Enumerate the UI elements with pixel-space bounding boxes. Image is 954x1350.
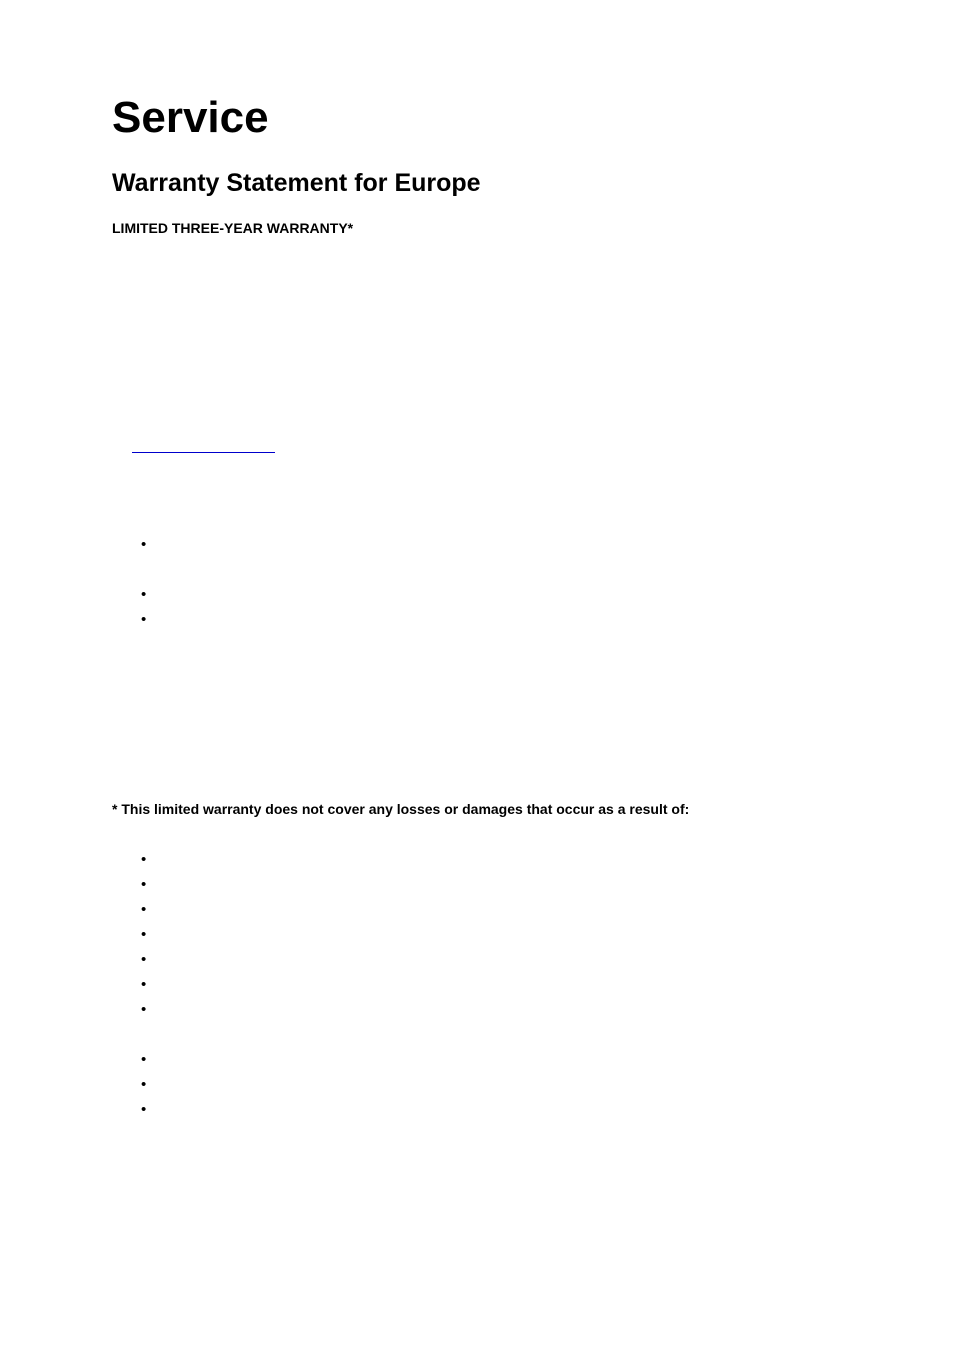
list-bullet: • (141, 586, 147, 603)
list-bullet: • (141, 1076, 147, 1093)
list-bullet: • (141, 976, 147, 993)
list-bullet: • (141, 951, 147, 968)
list-bullet: • (141, 851, 147, 868)
list-bullet: • (141, 1001, 147, 1018)
list-bullet: • (141, 536, 147, 553)
list-bullet: • (141, 1051, 147, 1068)
list-bullet: • (141, 901, 147, 918)
list-bullet: • (141, 926, 147, 943)
list-bullet: • (141, 611, 147, 628)
section-title: Warranty Statement for Europe (112, 169, 481, 197)
hyperlink-underline[interactable] (132, 452, 275, 453)
list-bullet: • (141, 876, 147, 893)
list-bullet: • (141, 1101, 147, 1118)
exclusions-note: * This limited warranty does not cover any losses or damages that occur as a result of: (112, 801, 690, 817)
page-title: Service (112, 93, 269, 142)
warranty-subtitle: LIMITED THREE-YEAR WARRANTY* (112, 220, 354, 236)
